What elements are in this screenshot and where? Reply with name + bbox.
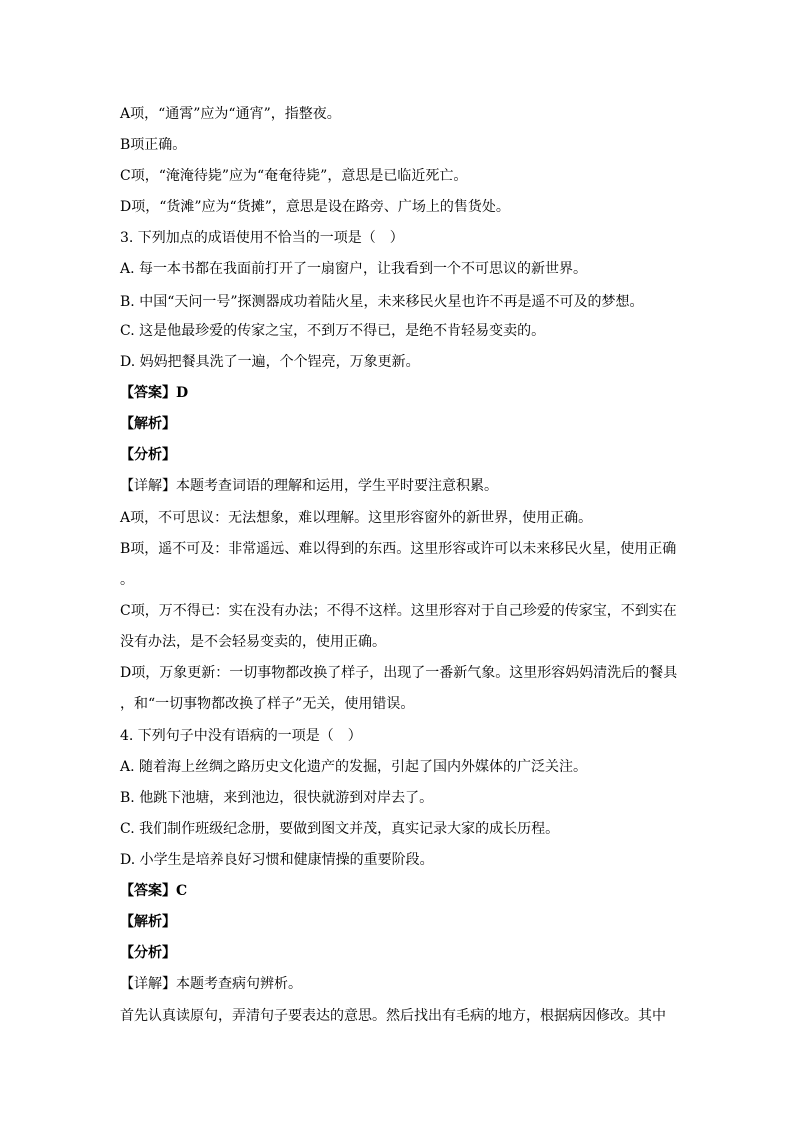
option-a: A. 随着海上丝绸之路历史文化遗产的发掘，引起了国内外媒体的广泛关注。: [120, 759, 588, 775]
option-c: C. 我们制作班级纪念册，要做到图文并茂，真实记录大家的成长历程。: [120, 821, 560, 837]
question-heading: 3. 下列加点的成语使用不恰当的一项是（ ）: [120, 230, 404, 246]
option-d: D. 妈妈把餐具洗了一遍，个个锃亮，万象更新。: [120, 354, 420, 370]
text-line: 首先认真读原句，弄清句子要表达的意思。然后找出有毛病的地方，根据病因修改。其中: [120, 1008, 666, 1024]
option-d: D. 小学生是培养良好习惯和健康情操的重要阶段。: [120, 852, 434, 868]
text-line: D项，万象更新：一切事物都改换了样子，出现了一番新气象。这里形容妈妈清洗后的餐具: [120, 665, 678, 681]
text-line: B项，遥不可及：非常遥远、难以得到的东西。这里形容或许可以未来移民火星，使用正确: [120, 541, 677, 557]
answer-label: 【答案】C: [120, 883, 188, 899]
text-line: 没有办法，是不会轻易变卖的，使用正确。: [120, 634, 386, 650]
detail-line: 【详解】本题考查病句辨析。: [120, 976, 302, 992]
text-line: C项，万不得已：实在没有办法；不得不这样。这里形容对于自己珍爱的传家宝，不到实在: [120, 603, 677, 619]
text-line: ，和“一切事物都改换了样子”无关，使用错误。: [120, 696, 415, 712]
text-line: A项，“通霄”应为“通宵”，指整夜。: [120, 106, 341, 122]
option-c: C. 这是他最珍爱的传家之宝，不到万不得已，是绝不肯轻易变卖的。: [120, 323, 546, 339]
text-line: A项，不可思议：无法想象，难以理解。这里形容窗外的新世界，使用正确。: [120, 510, 593, 526]
analysis-label: 【解析】: [120, 416, 176, 432]
option-b: B. 他跳下池塘，来到池边，很快就游到对岸去了。: [120, 790, 434, 806]
text-line: B项正确。: [120, 137, 187, 153]
detail-line: 【详解】本题考查词语的理解和运用，学生平时要注意积累。: [120, 478, 498, 494]
text-line: D项，“货滩”应为“货摊”，意思是设在路旁、广场上的售货处。: [120, 199, 510, 215]
answer-label: 【答案】D: [120, 385, 189, 401]
analysis-sub-label: 【分析】: [120, 945, 176, 961]
question-heading: 4. 下列句子中没有语病的一项是（ ）: [120, 728, 362, 744]
analysis-sub-label: 【分析】: [120, 447, 176, 463]
text-line: C项，“淹淹待毙”应为“奄奄待毙”，意思是已临近死亡。: [120, 168, 468, 184]
text-line: 。: [120, 572, 134, 588]
analysis-label: 【解析】: [120, 914, 176, 930]
option-a: A. 每一本书都在我面前打开了一扇窗户，让我看到一个不可思议的新世界。: [120, 261, 588, 277]
option-b: B. 中国“天问一号”探测器成功着陆火星，未来移民火星也许不再是遥不可及的梦想。: [120, 294, 644, 310]
